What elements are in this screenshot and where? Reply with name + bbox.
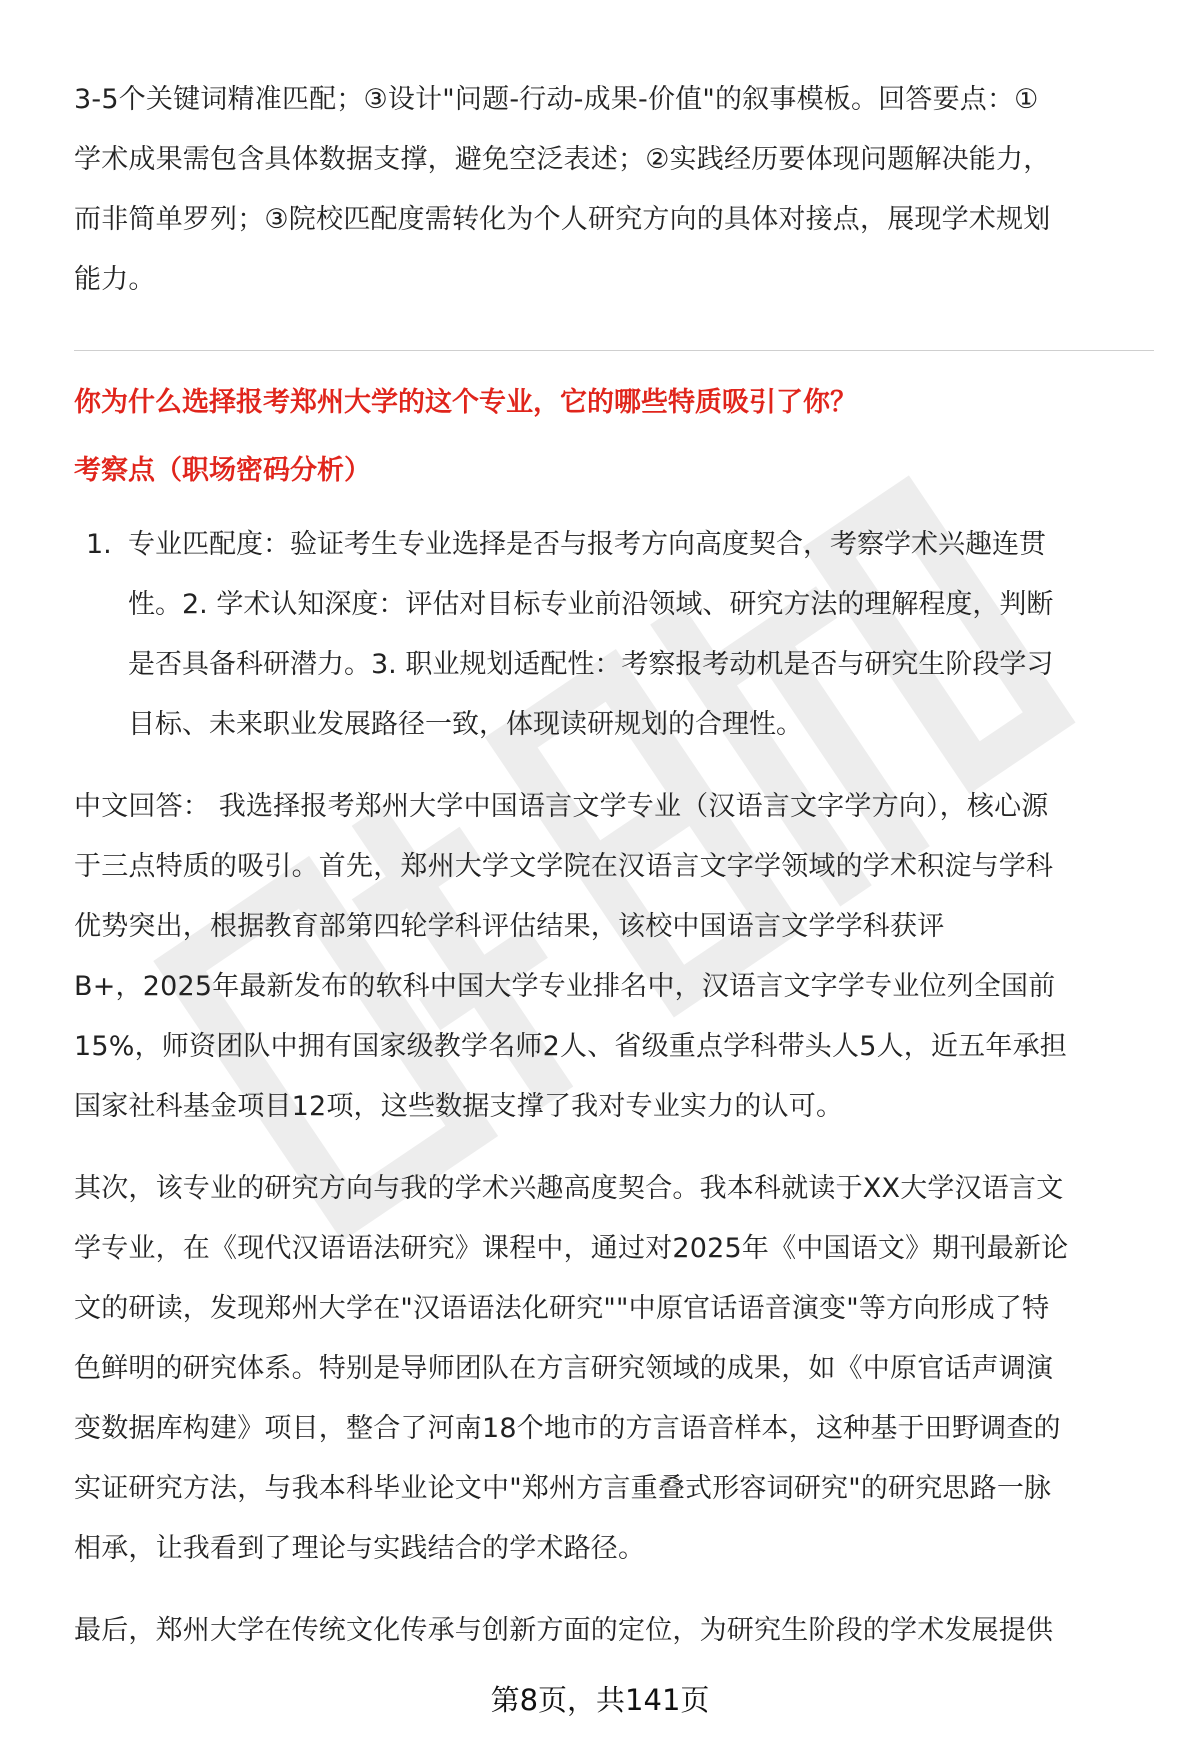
text-line: 学专业，在《现代汉语语法研究》课程中，通过对2025年《中国语文》期刊最新论 [74, 1233, 1069, 1264]
text-line: 3-5个关键词精准匹配；③设计"问题-行动-成果-价值"的叙事模板。回答要点：① [74, 84, 1039, 115]
text-line: 目标、未来职业发展路径一致，体现读研规划的合理性。 [128, 709, 803, 740]
text-line: 中文回答： 我选择报考郑州大学中国语言文学专业（汉语言文字学方向），核心源 [74, 791, 1049, 822]
text-line: 是否具备科研潜力。3. 职业规划适配性：考察报考动机是否与研究生阶段学习 [128, 649, 1054, 680]
page-number-footer: 第8页，共141页 [490, 1683, 710, 1717]
text-line: 其次，该专业的研究方向与我的学术兴趣高度契合。我本科就读于XX大学汉语言文 [74, 1173, 1064, 1204]
text-line: 国家社科基金项目12项，这些数据支撑了我对专业实力的认可。 [74, 1091, 844, 1122]
assessment-points-list [74, 515, 1154, 755]
text-line: 15%，师资团队中拥有国家级教学名师2人、省级重点学科带头人5人，近五年承担 [74, 1031, 1067, 1062]
text-line: 文的研读，发现郑州大学在"汉语语法化研究""中原官话语音演变"等方向形成了特 [74, 1293, 1050, 1324]
text-line: 于三点特质的吸引。首先，郑州大学文学院在汉语言文字学领域的学术积淀与学科 [74, 851, 1054, 882]
text-line: 而非简单罗列；③院校匹配度需转化为个人研究方向的具体对接点，展现学术规划 [74, 204, 1051, 235]
intro-paragraph [74, 70, 1154, 310]
text-line: 性。2. 学术认知深度：评估对目标专业前沿领域、研究方法的理解程度，判断 [128, 589, 1054, 620]
list-item [128, 515, 1154, 755]
text-line: 最后，郑州大学在传统文化传承与创新方面的定位，为研究生阶段的学术发展提供 [74, 1615, 1054, 1646]
section-divider [74, 350, 1154, 351]
text-line: 优势突出，根据教育部第四轮学科评估结果，该校中国语言文学学科获评 [74, 911, 945, 942]
text-line: 实证研究方法，与我本科毕业论文中"郑州方言重叠式形容词研究"的研究思路一脉 [74, 1473, 1052, 1504]
text-line: 变数据库构建》项目，整合了河南18个地市的方言语音样本，这种基于田野调查的 [74, 1413, 1061, 1444]
document-page [74, 70, 1154, 1661]
text-line: 相承，让我看到了理论与实践结合的学术路径。 [74, 1533, 646, 1564]
text-line: 能力。 [74, 264, 156, 295]
question-heading: 你为什么选择报考郑州大学的这个专业，它的哪些特质吸引了你？ [74, 387, 857, 418]
text-line: 学术成果需包含具体数据支撑，避免空泛表述；②实践经历要体现问题解决能力， [74, 144, 1051, 175]
answer-paragraph-3 [74, 1601, 1154, 1661]
text-line: B+，2025年最新发布的软科中国大学专业排名中，汉语言文字学专业位列全国前 [74, 971, 1056, 1002]
list-number: 1. [86, 529, 112, 560]
answer-paragraph-1 [74, 777, 1154, 1137]
answer-paragraph-2 [74, 1159, 1154, 1579]
text-line: 专业匹配度：验证考生专业选择是否与报考方向高度契合，考察学术兴趣连贯 [128, 529, 1046, 560]
assessment-points-heading: 考察点（职场密码分析） [74, 455, 371, 486]
text-line: 色鲜明的研究体系。特别是导师团队在方言研究领域的成果，如《中原官话声调演 [74, 1353, 1054, 1384]
